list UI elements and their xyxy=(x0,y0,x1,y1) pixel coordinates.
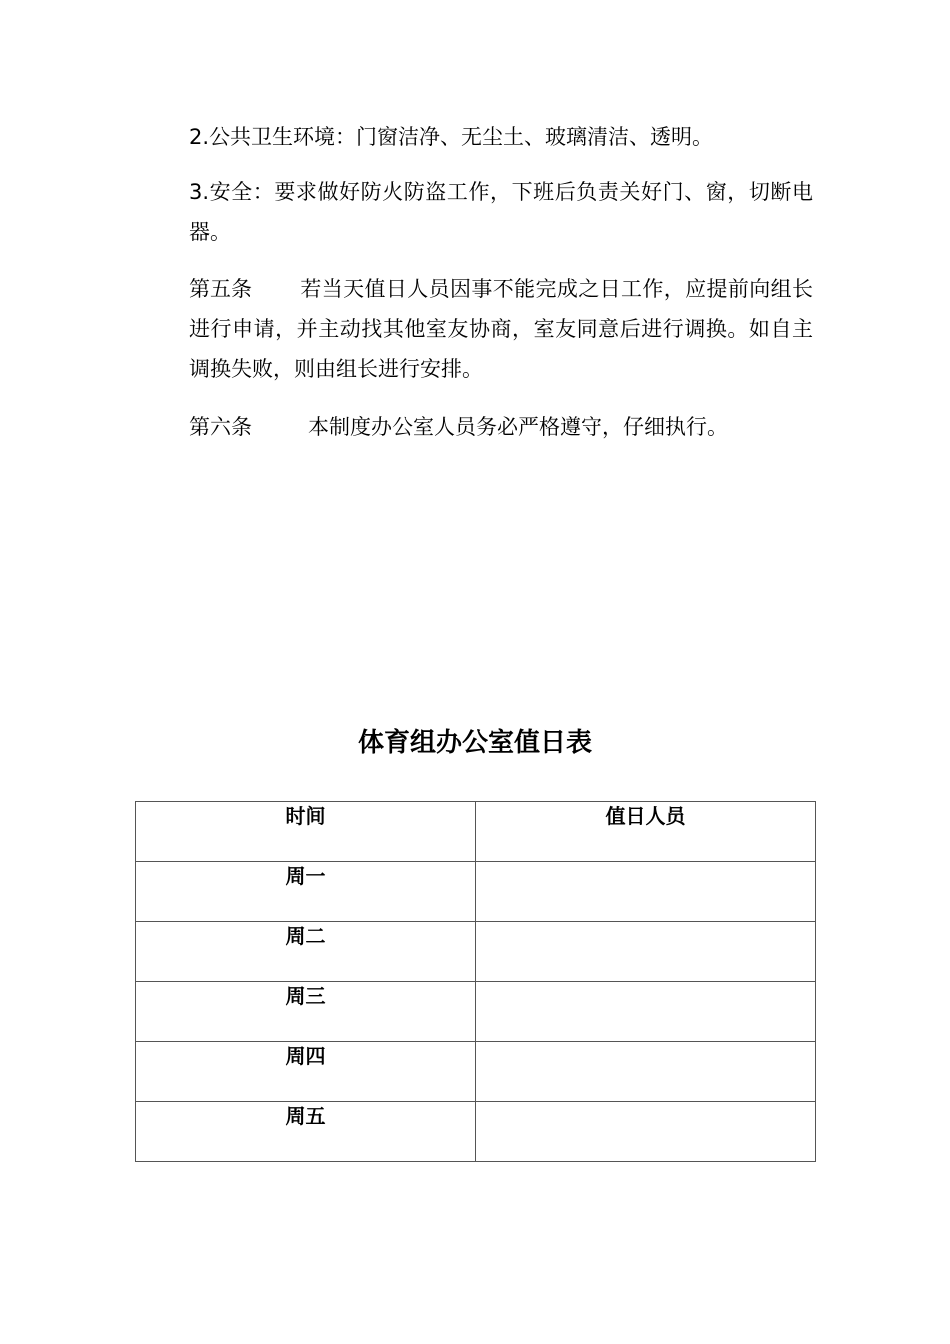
article-six-body: 本制度办公室人员务必严格遵守，仔细执行。 xyxy=(308,415,728,439)
table-header-row xyxy=(136,802,816,862)
day-label: 周三 xyxy=(285,984,326,1008)
paragraph-safety: 3.安全：要求做好防火防盗工作，下班后负责关好门、窗，切断电器。 xyxy=(189,180,813,244)
day-cell xyxy=(136,982,476,1042)
paragraph-article-six xyxy=(145,407,813,447)
article-five-body: 若当天值日人员因事不能完成之日工作，应提前向组长进行申请，并主动找其他室友协商，室友同意后进行调换。如自主调换失败，则由组长进行安排。 xyxy=(189,277,813,381)
person-cell[interactable] xyxy=(476,982,816,1042)
paragraph-hygiene: 2.公共卫生环境：门窗洁净、无尘土、玻璃清洁、透明。 xyxy=(189,125,714,149)
day-label: 周一 xyxy=(285,864,326,888)
person-cell[interactable] xyxy=(476,922,816,982)
table-row xyxy=(136,1102,816,1162)
header-duty-person-label: 值日人员 xyxy=(605,804,686,828)
table-row xyxy=(136,1042,816,1102)
day-cell xyxy=(136,1102,476,1162)
day-label: 周四 xyxy=(285,1044,326,1068)
day-label: 周五 xyxy=(285,1104,326,1128)
header-time-label: 时间 xyxy=(285,804,326,828)
person-cell[interactable] xyxy=(476,1042,816,1102)
table-row xyxy=(136,982,816,1042)
day-cell xyxy=(136,1042,476,1102)
paragraph-article-five xyxy=(145,269,813,389)
duty-table xyxy=(135,801,816,1162)
header-duty-person xyxy=(476,802,816,862)
day-cell xyxy=(136,862,476,922)
article-five-heading: 第五条 xyxy=(189,277,252,301)
header-time xyxy=(136,802,476,862)
table-row xyxy=(136,922,816,982)
day-label: 周二 xyxy=(285,924,326,948)
day-cell xyxy=(136,922,476,982)
person-cell[interactable] xyxy=(476,862,816,922)
table-row xyxy=(136,862,816,922)
person-cell[interactable] xyxy=(476,1102,816,1162)
article-six-heading: 第六条 xyxy=(189,415,252,439)
duty-table-title: 体育组办公室值日表 xyxy=(357,728,592,758)
